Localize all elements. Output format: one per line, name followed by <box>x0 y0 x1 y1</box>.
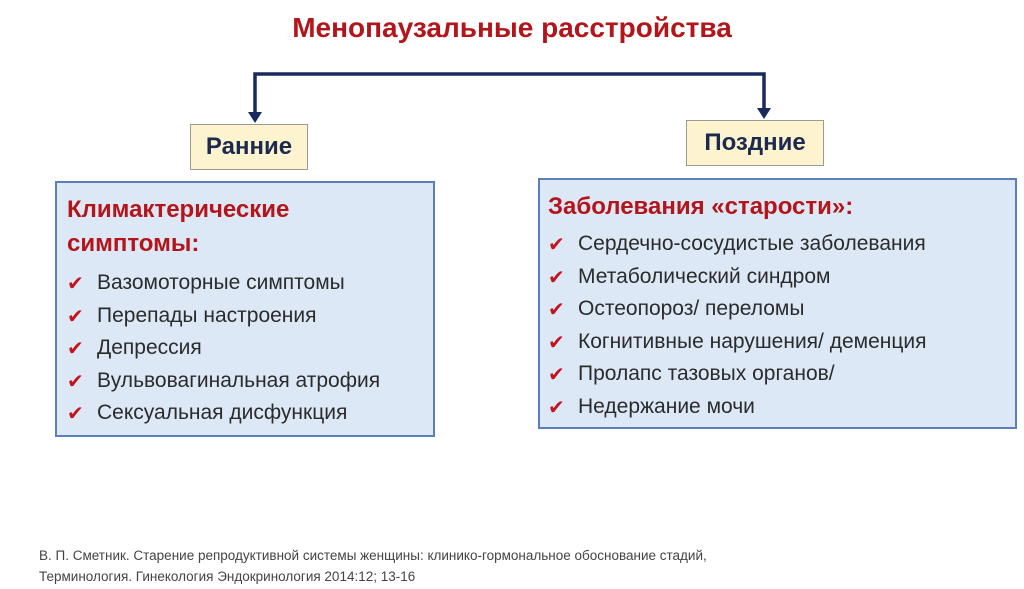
list-item <box>548 228 1005 261</box>
list-item-text: Сексуальная дисфункция <box>97 401 348 424</box>
category-early: Ранние <box>190 124 308 170</box>
check-mark-icon: ✔ <box>548 232 565 256</box>
list-item-text: Перепады настроения <box>97 303 317 327</box>
check-mark-icon: ✔ <box>548 297 565 321</box>
list-item <box>67 365 423 398</box>
list-item-text: Вульвовагинальная атрофия <box>97 368 381 392</box>
list-item-text: Недержание мочи <box>578 394 755 418</box>
list-item <box>67 332 423 365</box>
check-mark-icon: ✔ <box>67 401 84 425</box>
check-mark-icon: ✔ <box>67 271 84 295</box>
list-item <box>548 358 1005 391</box>
connector-line <box>255 74 764 118</box>
citation-line2: Терминология. Гинекология Эндокринология 2014:12; 13-16 <box>39 569 416 584</box>
arrow-down-icon <box>757 108 771 119</box>
early-symptom-list <box>67 267 423 430</box>
list-item-text: Остеопороз/ переломы <box>578 297 805 320</box>
page-title: Менопаузальные расстройства <box>292 12 732 43</box>
list-item-text: Пролапс тазовых органов/ <box>578 362 835 385</box>
list-item <box>67 300 423 333</box>
early-heading-line2: симптомы: <box>67 230 200 257</box>
list-item-text: Метаболический синдром <box>578 264 831 288</box>
list-item <box>548 261 1005 294</box>
early-panel-heading <box>67 193 367 261</box>
late-disease-list <box>548 228 1005 423</box>
list-item <box>67 267 423 300</box>
check-mark-icon: ✔ <box>67 336 84 360</box>
check-mark-icon: ✔ <box>548 264 565 289</box>
list-item <box>67 397 423 430</box>
early-disorders-panel <box>55 181 435 437</box>
check-mark-icon: ✔ <box>67 303 84 328</box>
late-disorders-panel <box>538 178 1017 429</box>
early-heading-line1: Климактерические <box>67 196 290 223</box>
list-item-text: Вазомоторные симптомы <box>97 271 345 294</box>
check-mark-icon: ✔ <box>548 362 565 386</box>
list-item <box>548 326 1005 359</box>
citation <box>39 545 939 587</box>
list-item-text: Депрессия <box>97 336 202 359</box>
list-item-text: Сердечно-сосудистые заболевания <box>578 232 926 255</box>
list-item-text: Когнитивные нарушения/ деменция <box>578 329 927 353</box>
list-item <box>548 293 1005 326</box>
late-panel-heading: Заболевания «старости»: <box>548 193 854 220</box>
check-mark-icon: ✔ <box>548 329 565 354</box>
check-mark-icon: ✔ <box>548 394 565 419</box>
citation-line1: В. П. Сметник. Старение репродуктивной системы женщины: клинико-гормональное обоснование стадий, <box>39 548 707 563</box>
list-item <box>548 391 1005 424</box>
check-mark-icon: ✔ <box>67 368 84 393</box>
arrow-down-icon <box>248 112 262 123</box>
category-late: Поздние <box>686 120 824 166</box>
